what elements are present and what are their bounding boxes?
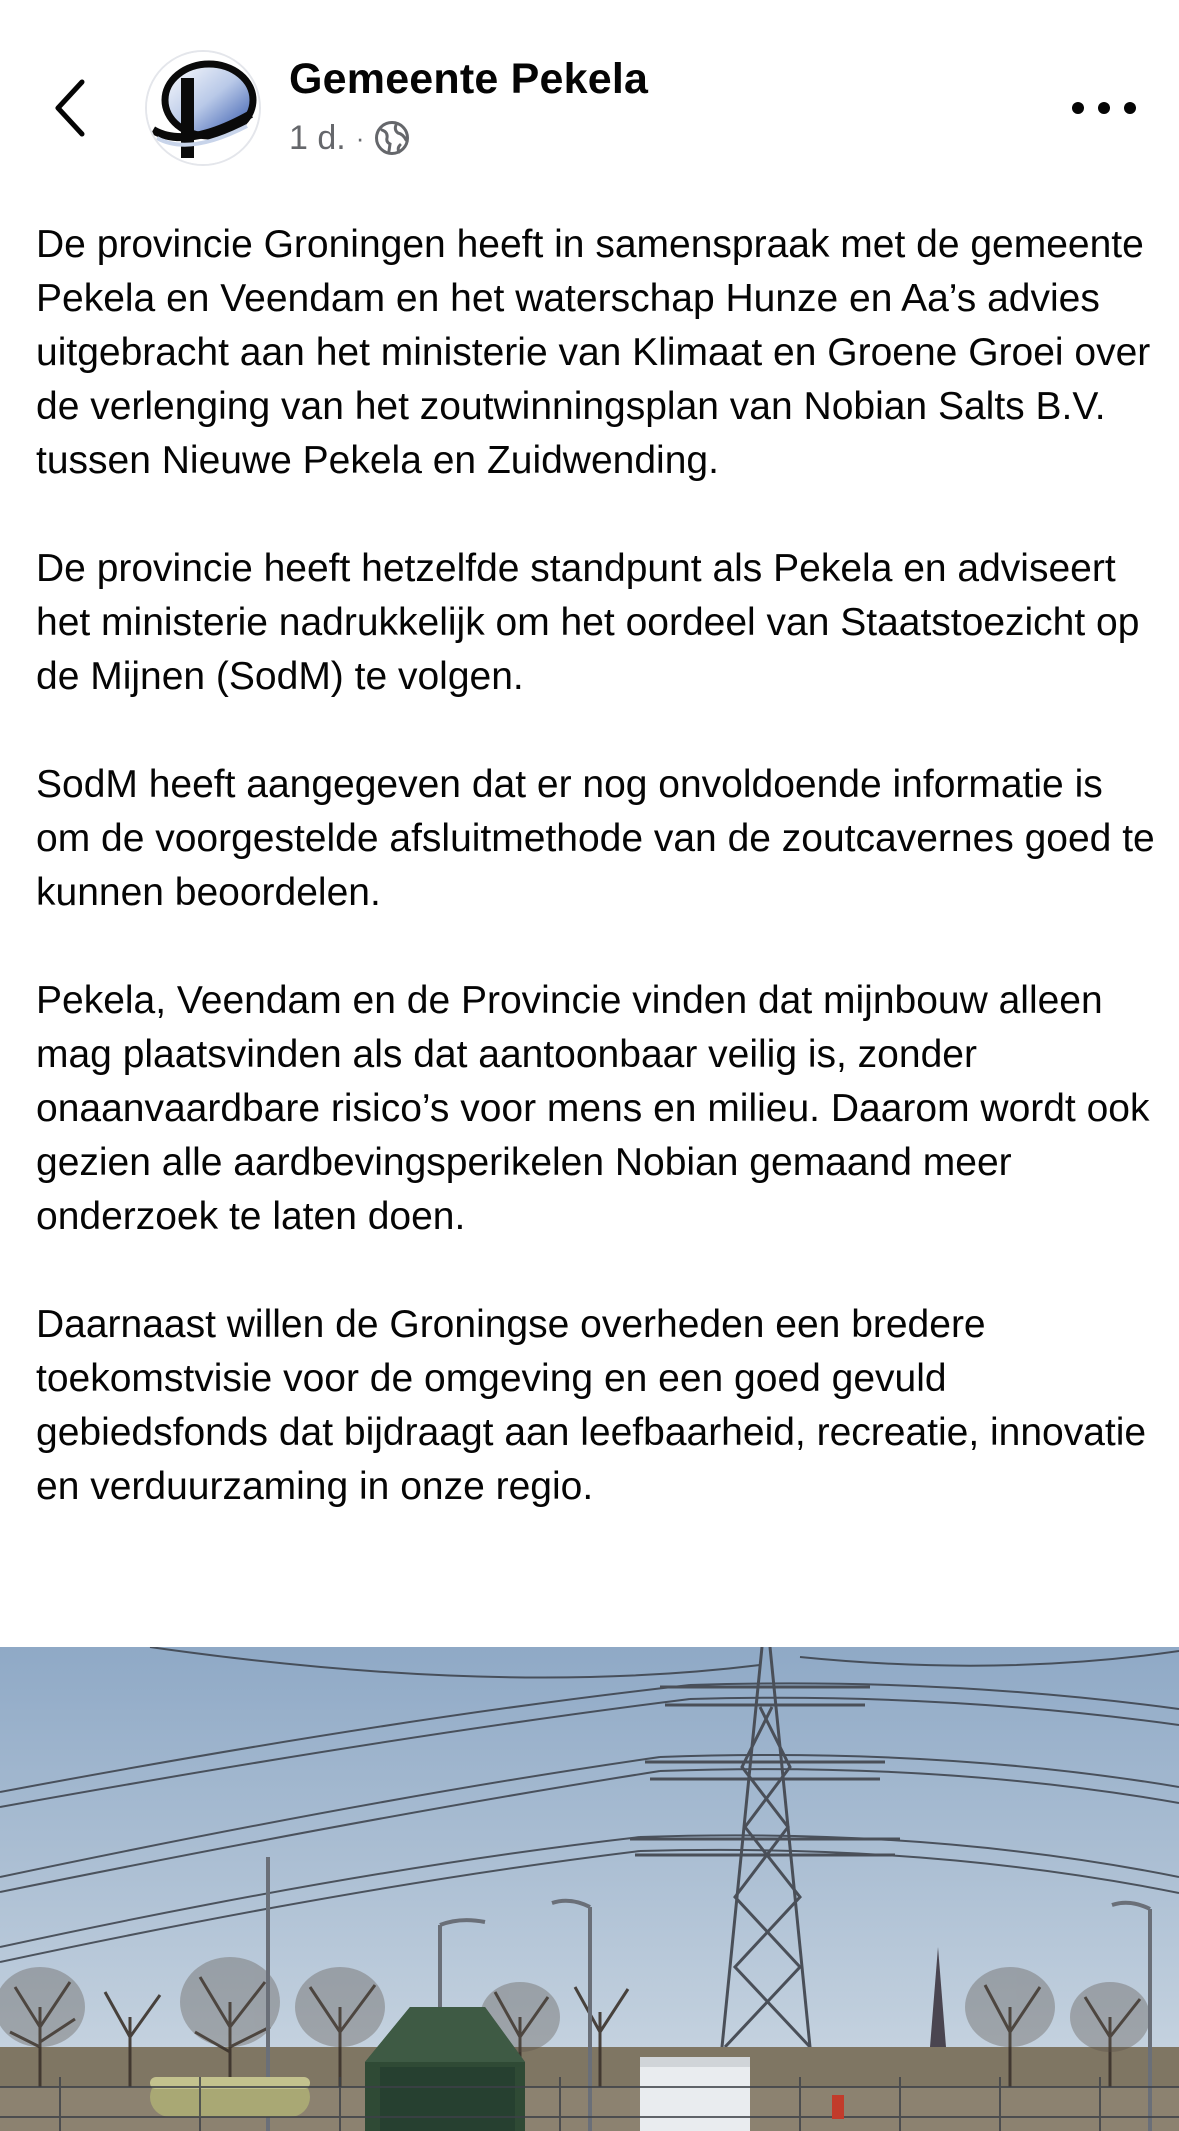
post-photo[interactable] <box>0 1647 1179 2131</box>
chevron-left-icon <box>52 78 88 138</box>
more-options-button[interactable] <box>1072 90 1136 126</box>
post-text <box>36 218 1156 1514</box>
post-paragraph: De provincie heeft hetzelfde standpunt als Pekela en adviseert het ministerie nadrukkelijk om het oordeel van Staatstoezicht op de Mijnen (SodM) te volgen. <box>36 547 1140 698</box>
meta-separator: · <box>355 122 365 153</box>
post-paragraph: De provincie Groningen heeft in samenspraak met de gemeente Pekela en Veendam en het waterschap Hunze en Aa’s advies uitgebracht aan het ministerie van Klimaat en Groene Groei over de verlenging van het zoutwinningsplan van Nobian Salts B.V. tussen Nieuwe Pekela en Zuidwending. <box>36 223 1151 482</box>
landscape-photo-image <box>0 1647 1179 2131</box>
post-header <box>0 0 1179 180</box>
pekela-logo-icon <box>147 52 259 164</box>
back-button[interactable] <box>44 72 96 144</box>
globe-icon <box>374 120 410 156</box>
post-meta <box>289 118 410 158</box>
page-avatar[interactable] <box>145 50 261 166</box>
post-paragraph: SodM heeft aangegeven dat er nog onvoldoende informatie is om de voorgestelde afsluitmethode van de zoutcavernes goed te kunnen beoordelen. <box>36 763 1155 914</box>
page-name[interactable]: Gemeente Pekela <box>289 55 649 103</box>
more-horizontal-icon <box>1072 102 1084 114</box>
post-paragraph: Pekela, Veendam en de Provincie vinden dat mijnbouw alleen mag plaatsvinden als dat aantoonbaar veilig is, zonder onaanvaardbare risico’s voor mens en milieu. Daarom wordt ook gezien alle aardbevingsperikelen Nobian gemaand meer onderzoek te laten doen. <box>36 979 1150 1238</box>
post-paragraph: Daarnaast willen de Groningse overheden een bredere toekomstvisie voor de omgeving en een goed gevuld gebiedsfonds dat bijdraagt aan leefbaarheid, recreatie, innovatie en verduurzaming in onze regio. <box>36 1303 1147 1508</box>
post-time[interactable]: 1 d. <box>289 118 346 157</box>
